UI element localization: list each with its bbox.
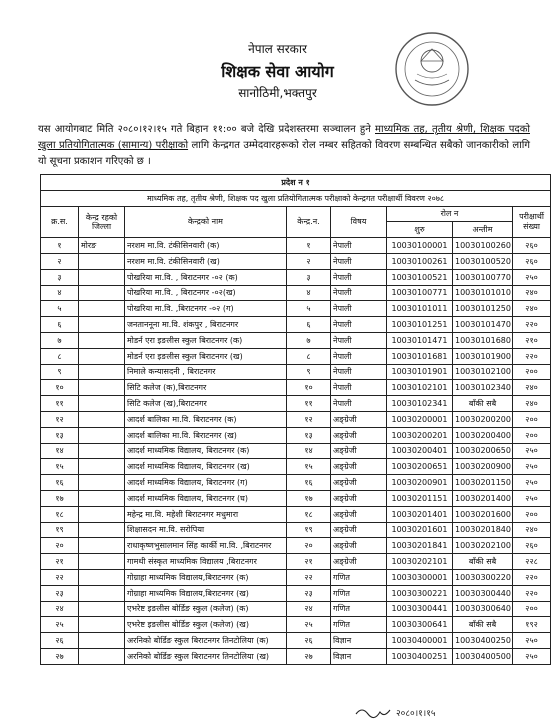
- cell-no: २६: [287, 633, 331, 649]
- cell-sn: १६: [41, 475, 79, 491]
- cell-end: 10030101680: [453, 332, 513, 348]
- cell-no: २०: [287, 538, 331, 554]
- cell-start: 10030201401: [387, 506, 453, 522]
- cell-count: २२०: [513, 585, 551, 601]
- cell-district: [79, 380, 125, 396]
- cell-district: [79, 648, 125, 664]
- cell-no: १६: [287, 475, 331, 491]
- cell-no: १: [287, 238, 331, 254]
- cell-sn: १३: [41, 427, 79, 443]
- cell-sn: ५: [41, 301, 79, 317]
- govt-title: नेपाल सरकार: [248, 42, 307, 56]
- cell-end: 10030300440: [453, 585, 513, 601]
- cell-start: 10030102101: [387, 380, 453, 396]
- cell-name: एभरेष्ट इङलीस बोर्डिङ स्कुल (कलेज) (क): [125, 601, 287, 617]
- cell-district: [79, 348, 125, 364]
- cell-district: [79, 332, 125, 348]
- cell-count: २६०: [513, 253, 551, 269]
- cell-end: बाँकी सबै: [453, 396, 513, 412]
- cell-start: 10030100771: [387, 285, 453, 301]
- cell-subject: नेपाली: [331, 285, 387, 301]
- col-header-center-name: केन्द्रको नाम: [125, 206, 287, 238]
- cell-sn: १: [41, 238, 79, 254]
- cell-sn: १७: [41, 490, 79, 506]
- cell-name: पोखरिया मा.वि. , बिराटनगर -०२ (क): [125, 269, 287, 285]
- col-header-start: शुरु: [387, 222, 453, 238]
- cell-count: २५०: [513, 269, 551, 285]
- cell-district: [79, 253, 125, 269]
- cell-sn: २२: [41, 569, 79, 585]
- cell-district: [79, 301, 125, 317]
- cell-district: [79, 538, 125, 554]
- cell-no: १४: [287, 443, 331, 459]
- col-header-end: अन्तीम: [453, 222, 513, 238]
- cell-count: २५०: [513, 459, 551, 475]
- cell-name: मोडर्न एरा इङलीस स्कुल बिराटनगर (ख): [125, 348, 287, 364]
- cell-end: 10030100260: [453, 238, 513, 254]
- cell-count: २५०: [513, 475, 551, 491]
- table-row: [41, 538, 551, 554]
- table-row: [41, 506, 551, 522]
- cell-name: पोखरिया मा.वि. ,बिराटनगर -०२ (ग): [125, 301, 287, 317]
- cell-district: [79, 427, 125, 443]
- notice-paragraph: [38, 122, 530, 170]
- cell-subject: गणित: [331, 617, 387, 633]
- cell-subject: नेपाली: [331, 238, 387, 254]
- cell-count: २५०: [513, 648, 551, 664]
- cell-subject: अङ्ग्रेजी: [331, 411, 387, 427]
- cell-district: [79, 459, 125, 475]
- cell-district: [79, 490, 125, 506]
- cell-start: 10030201601: [387, 522, 453, 538]
- cell-start: 10030300221: [387, 585, 453, 601]
- cell-name: आदर्श बालिका मा.वि. बिराटनगर (ख): [125, 427, 287, 443]
- cell-sn: ७: [41, 332, 79, 348]
- cell-count: २२०: [513, 348, 551, 364]
- cell-start: 10030400251: [387, 648, 453, 664]
- cell-district: [79, 396, 125, 412]
- cell-sn: ६: [41, 317, 79, 333]
- cell-count: २००: [513, 364, 551, 380]
- cell-start: 10030200651: [387, 459, 453, 475]
- cell-subject: विज्ञान: [331, 633, 387, 649]
- cell-subject: नेपाली: [331, 380, 387, 396]
- commission-title: शिक्षक सेवा आयोग: [221, 62, 334, 81]
- table-row: [41, 617, 551, 633]
- col-header-center-no: केन्द्र.न.: [287, 206, 331, 238]
- table-row: [41, 332, 551, 348]
- cell-name: सिटि कलेज (क),बिराटनगर: [125, 380, 287, 396]
- cell-start: 10030201841: [387, 538, 453, 554]
- table-row: [41, 269, 551, 285]
- cell-subject: नेपाली: [331, 348, 387, 364]
- address: सानोठिमी,भक्तपुर: [238, 86, 317, 100]
- cell-district: मोरङ: [79, 238, 125, 254]
- page-header: [0, 0, 555, 110]
- cell-subject: अङ्ग्रेजी: [331, 459, 387, 475]
- table-row: [41, 238, 551, 254]
- cell-no: १८: [287, 506, 331, 522]
- cell-end: 10030101010: [453, 285, 513, 301]
- header-row: [41, 206, 551, 222]
- table-row: [41, 348, 551, 364]
- cell-subject: अङ्ग्रेजी: [331, 475, 387, 491]
- cell-count: २४०: [513, 396, 551, 412]
- cell-no: ६: [287, 317, 331, 333]
- cell-no: ११: [287, 396, 331, 412]
- cell-start: 10030101681: [387, 348, 453, 364]
- cell-subject: अङ्ग्रेजी: [331, 522, 387, 538]
- cell-end: बाँकी सबै: [453, 617, 513, 633]
- cell-start: 10030101901: [387, 364, 453, 380]
- cell-count: २२०: [513, 317, 551, 333]
- table-row: [41, 380, 551, 396]
- cell-end: बाँकी सबै: [453, 554, 513, 570]
- table-row: [41, 364, 551, 380]
- cell-end: 10030400500: [453, 648, 513, 664]
- table-subtitle: माध्यमिक तह, तृतीय श्रेणी, शिक्षक पद खुला प्रतियोगितात्मक परीक्षाको केन्द्रगत परीक्षार्थी विवरण २०७८: [41, 190, 551, 206]
- cell-district: [79, 475, 125, 491]
- cell-count: २४०: [513, 522, 551, 538]
- cell-end: 10030201400: [453, 490, 513, 506]
- cell-end: 10030201150: [453, 475, 513, 491]
- cell-end: 10030300220: [453, 569, 513, 585]
- cell-subject: नेपाली: [331, 364, 387, 380]
- cell-no: १९: [287, 522, 331, 538]
- cell-name: अरनिको बोर्डिङ स्कुल बिराटनगर तिनटोलिया (क): [125, 633, 287, 649]
- cell-name: गोग्राहा माध्यमिक विद्यालय,बिराटनगर (क): [125, 569, 287, 585]
- cell-district: [79, 285, 125, 301]
- cell-district: [79, 585, 125, 601]
- cell-name: आदर्श माध्यमिक विद्यालय, बिराटनगर (घ): [125, 490, 287, 506]
- cell-sn: २: [41, 253, 79, 269]
- cell-name: नरशम मा.वि. टंकीसिनवारी (क): [125, 238, 287, 254]
- cell-no: ८: [287, 348, 331, 364]
- cell-count: २४०: [513, 285, 551, 301]
- cell-subject: विज्ञान: [331, 648, 387, 664]
- cell-sn: ३: [41, 269, 79, 285]
- cell-sn: ४: [41, 285, 79, 301]
- cell-district: [79, 554, 125, 570]
- col-header-subject: विषय: [331, 206, 387, 238]
- cell-sn: १४: [41, 443, 79, 459]
- table-row: [41, 317, 551, 333]
- cell-sn: २०: [41, 538, 79, 554]
- cell-no: २३: [287, 585, 331, 601]
- cell-subject: अङ्ग्रेजी: [331, 443, 387, 459]
- cell-district: [79, 269, 125, 285]
- cell-start: 10030200901: [387, 475, 453, 491]
- cell-start: 10030200001: [387, 411, 453, 427]
- cell-subject: नेपाली: [331, 332, 387, 348]
- cell-start: 10030300641: [387, 617, 453, 633]
- cell-start: 10030400001: [387, 633, 453, 649]
- cell-subject: अङ्ग्रेजी: [331, 538, 387, 554]
- cell-no: १०: [287, 380, 331, 396]
- cell-end: 10030201600: [453, 506, 513, 522]
- cell-sn: १९: [41, 522, 79, 538]
- cell-start: 10030101251: [387, 317, 453, 333]
- cell-end: 10030201840: [453, 522, 513, 538]
- cell-start: 10030102341: [387, 396, 453, 412]
- cell-no: २२: [287, 569, 331, 585]
- cell-name: राधाकृष्णभुसालमान सिंह कार्की मा.वि. ,बिराटनगर: [125, 538, 287, 554]
- province-title: प्रदेश न १: [41, 175, 551, 191]
- cell-name: अरनिको बोर्डिङ स्कुल बिराटनगर तिनटोलिया (ख): [125, 648, 287, 664]
- cell-start: 10030300001: [387, 569, 453, 585]
- cell-subject: नेपाली: [331, 301, 387, 317]
- table-row: [41, 490, 551, 506]
- cell-no: २५: [287, 617, 331, 633]
- cell-no: २: [287, 253, 331, 269]
- cell-name: आदर्श बालिका मा.वि. बिराटनगर (क): [125, 411, 287, 427]
- cell-subject: गणित: [331, 601, 387, 617]
- cell-count: २५०: [513, 490, 551, 506]
- cell-start: 10030200201: [387, 427, 453, 443]
- cell-sn: २१: [41, 554, 79, 570]
- table-row: [41, 253, 551, 269]
- cell-sn: ८: [41, 348, 79, 364]
- cell-district: [79, 522, 125, 538]
- cell-name: पोखरिया मा.वि. , बिराटनगर -०२(ख): [125, 285, 287, 301]
- cell-name: जनताननूना मा.वि. शंकपुर , बिराटनगर: [125, 317, 287, 333]
- signature-mark: [352, 704, 442, 720]
- table-row: [41, 459, 551, 475]
- cell-name: निमाले कन्यासदनी , बिराटनगर: [125, 364, 287, 380]
- cell-end: 10030200200: [453, 411, 513, 427]
- cell-name: आदर्श माध्यमिक विद्यालय, बिराटनगर (क): [125, 443, 287, 459]
- cell-start: 10030100001: [387, 238, 453, 254]
- cell-count: २६०: [513, 538, 551, 554]
- cell-district: [79, 569, 125, 585]
- cell-count: २६०: [513, 238, 551, 254]
- cell-end: 10030101470: [453, 317, 513, 333]
- cell-district: [79, 633, 125, 649]
- cell-subject: अङ्ग्रेजी: [331, 554, 387, 570]
- cell-count: २१०: [513, 332, 551, 348]
- table-row: [41, 633, 551, 649]
- cell-count: २२०: [513, 569, 551, 585]
- subtitle-row: [41, 190, 551, 206]
- cell-name: मोडर्न एरा इङलीस स्कुल बिराटनगर (क): [125, 332, 287, 348]
- cell-no: १५: [287, 459, 331, 475]
- cell-name: आदर्श माध्यमिक विद्यालय, बिराटनगर (ग): [125, 475, 287, 491]
- cell-start: 10030300441: [387, 601, 453, 617]
- cell-no: २४: [287, 601, 331, 617]
- cell-district: [79, 411, 125, 427]
- notice-text-2: लागि केन्द्रगत उम्मेदवारहरूको रोल नम्बर सहितको विवरण सम्बन्धित सबैको जानकारीको लागि यो सूचना प्रकाशन गरिएको छ ।: [38, 140, 530, 167]
- cell-subject: गणित: [331, 569, 387, 585]
- cell-sn: १८: [41, 506, 79, 522]
- cell-sn: २५: [41, 617, 79, 633]
- exam-centers-table: [40, 174, 551, 665]
- cell-subject: नेपाली: [331, 317, 387, 333]
- province-row: [41, 175, 551, 191]
- table-row: [41, 648, 551, 664]
- cell-subject: अङ्ग्रेजी: [331, 490, 387, 506]
- cell-count: २४०: [513, 380, 551, 396]
- cell-name: आदर्श माध्यमिक विद्यालय, बिराटनगर (ख): [125, 459, 287, 475]
- cell-count: २००: [513, 427, 551, 443]
- official-seal-icon: [393, 30, 471, 108]
- cell-end: 10030101900: [453, 348, 513, 364]
- cell-end: 10030102100: [453, 364, 513, 380]
- cell-sn: २६: [41, 633, 79, 649]
- cell-district: [79, 506, 125, 522]
- cell-subject: गणित: [331, 585, 387, 601]
- cell-district: [79, 317, 125, 333]
- cell-name: गामथी संस्कृत माध्यमिक विद्यालय ,बिराटनगर: [125, 554, 287, 570]
- cell-end: 10030101250: [453, 301, 513, 317]
- table-row: [41, 396, 551, 412]
- cell-subject: अङ्ग्रेजी: [331, 427, 387, 443]
- cell-district: [79, 364, 125, 380]
- cell-name: शिक्षासदन मा.वि. सरोपिया: [125, 522, 287, 538]
- cell-start: 10030201151: [387, 490, 453, 506]
- cell-start: 10030202101: [387, 554, 453, 570]
- cell-no: ९: [287, 364, 331, 380]
- cell-name: गोग्राहा माध्यमिक विद्यालय,बिराटनगर (ख): [125, 585, 287, 601]
- cell-count: २००: [513, 506, 551, 522]
- cell-sn: २३: [41, 585, 79, 601]
- cell-end: 10030102340: [453, 380, 513, 396]
- cell-end: 10030100520: [453, 253, 513, 269]
- cell-sn: १०: [41, 380, 79, 396]
- cell-end: 10030200900: [453, 459, 513, 475]
- col-header-roll: रोल न: [387, 206, 513, 222]
- cell-no: ३: [287, 269, 331, 285]
- cell-end: 10030200400: [453, 427, 513, 443]
- cell-subject: नेपाली: [331, 396, 387, 412]
- col-header-sn: क्र.स.: [41, 206, 79, 238]
- cell-sn: १२: [41, 411, 79, 427]
- cell-sn: ९: [41, 364, 79, 380]
- table-row: [41, 554, 551, 570]
- cell-subject: नेपाली: [331, 269, 387, 285]
- cell-count: १९२: [513, 617, 551, 633]
- cell-count: २००: [513, 601, 551, 617]
- col-header-district: केन्द्र रहको जिल्ला: [79, 206, 125, 238]
- cell-name: एभरेष्ट इङलीस बोर्डिङ स्कुल (कलेज) (ख): [125, 617, 287, 633]
- table-row: [41, 427, 551, 443]
- cell-start: 10030200401: [387, 443, 453, 459]
- cell-end: 10030400250: [453, 633, 513, 649]
- notice-underlined: माध्यमिक तह, तृतीय श्रेणी, शिक्षक पदको खुला प्रतियोगितात्मक (सामान्य) परीक्षाको: [38, 124, 530, 151]
- cell-no: १७: [287, 490, 331, 506]
- cell-start: 10030100521: [387, 269, 453, 285]
- cell-count: २००: [513, 411, 551, 427]
- cell-end: 10030200650: [453, 443, 513, 459]
- cell-no: २७: [287, 648, 331, 664]
- notice-text-1: यस आयोगबाट मिति २०८०।१२।१५ गते बिहान ११:०० बजे देखि प्रदेशस्तरमा सञ्चालन हुने: [38, 124, 375, 135]
- cell-count: २२८: [513, 554, 551, 570]
- cell-end: 10030202100: [453, 538, 513, 554]
- cell-start: 10030101471: [387, 332, 453, 348]
- table-row: [41, 411, 551, 427]
- cell-start: 10030100261: [387, 253, 453, 269]
- cell-count: २४०: [513, 301, 551, 317]
- table-row: [41, 285, 551, 301]
- table-row: [41, 569, 551, 585]
- cell-no: ५: [287, 301, 331, 317]
- table-row: [41, 475, 551, 491]
- cell-no: १३: [287, 427, 331, 443]
- cell-sn: २७: [41, 648, 79, 664]
- cell-no: ४: [287, 285, 331, 301]
- cell-name: नरशम मा.वि. टंकीसिनवारी (ख): [125, 253, 287, 269]
- cell-sn: ११: [41, 396, 79, 412]
- cell-end: 10030100770: [453, 269, 513, 285]
- cell-start: 10030101011: [387, 301, 453, 317]
- cell-district: [79, 443, 125, 459]
- table-row: [41, 585, 551, 601]
- table-row: [41, 301, 551, 317]
- cell-name: महेन्द्र मा.वि. महेशी बिराटनगर मधुमारा: [125, 506, 287, 522]
- cell-count: २५०: [513, 633, 551, 649]
- table-row: [41, 443, 551, 459]
- cell-district: [79, 601, 125, 617]
- table-row: [41, 601, 551, 617]
- cell-no: १२: [287, 411, 331, 427]
- cell-sn: १५: [41, 459, 79, 475]
- signature-date: २०८०।१।१५: [396, 709, 436, 719]
- cell-subject: नेपाली: [331, 253, 387, 269]
- cell-district: [79, 617, 125, 633]
- cell-end: 10030300640: [453, 601, 513, 617]
- cell-no: ७: [287, 332, 331, 348]
- cell-name: सिटि कलेज (ख),बिराटनगर: [125, 396, 287, 412]
- table-row: [41, 522, 551, 538]
- cell-sn: २४: [41, 601, 79, 617]
- cell-subject: अङ्ग्रेजी: [331, 506, 387, 522]
- col-header-count: परीक्षार्थी संख्या: [513, 206, 551, 238]
- cell-no: २१: [287, 554, 331, 570]
- cell-count: २५०: [513, 443, 551, 459]
